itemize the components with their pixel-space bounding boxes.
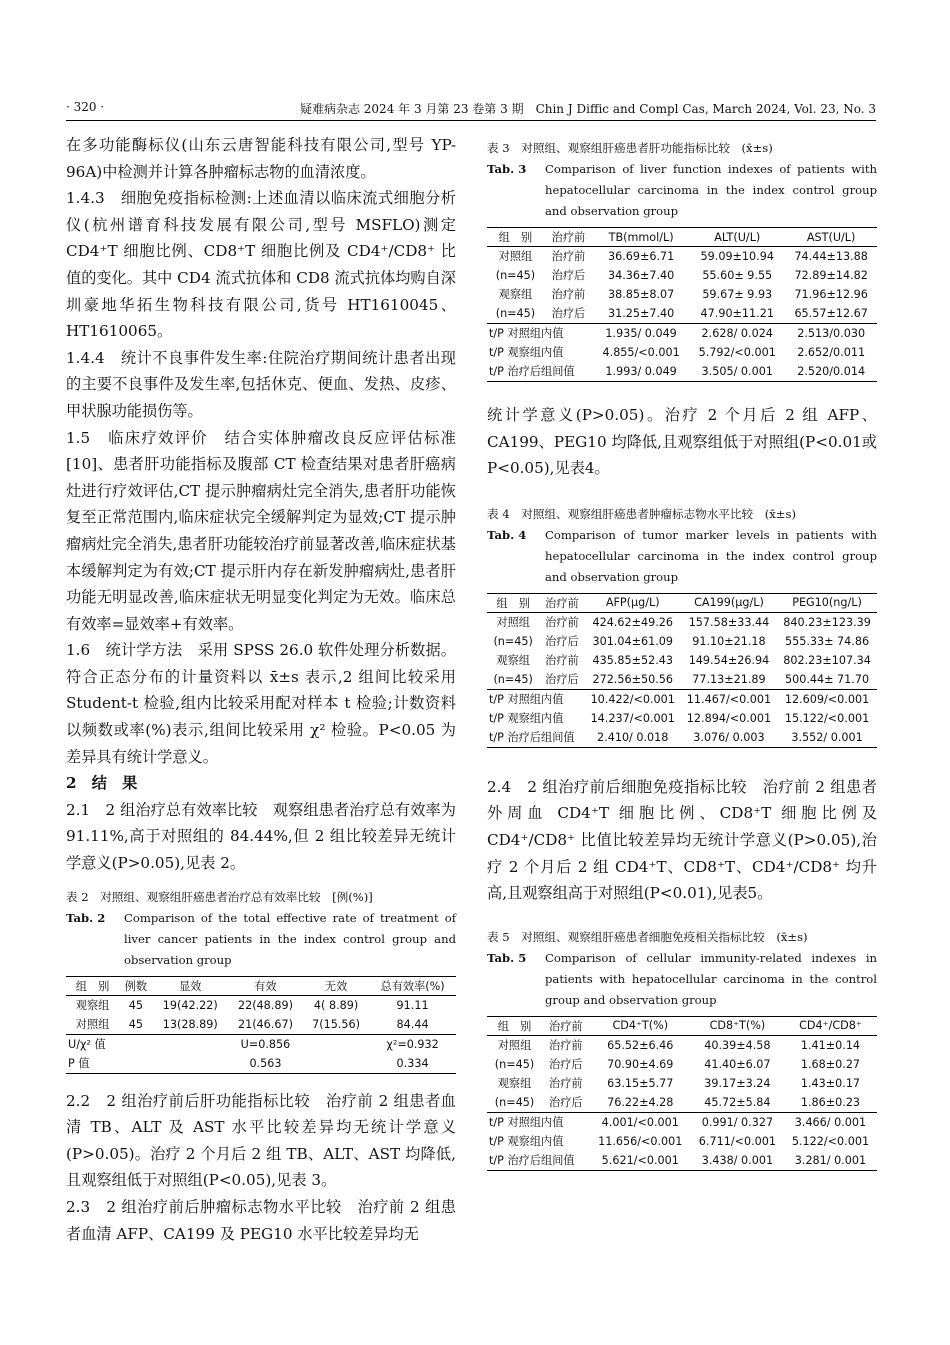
table-cell: t/P 观察组内值 — [489, 346, 564, 359]
paragraph-2-4: 2.4 2 组治疗前后细胞免疫指标比较 治疗前 2 组患者外周血 CD4⁺T 细胞比例、CD8⁺T 细胞比例及 CD4⁺/CD8⁺ 比值比较差异均无统计学意义(P>0.05),治疗 2 个月后 2 组 CD4⁺T、CD8⁺T、CD4⁺/CD8⁺ 均升高,且观察组高于对照组(P<0.01),见表5。 — [487, 777, 877, 903]
table-header-cell: AFP(μg/L) — [585, 593, 681, 612]
table-cell: 70.90±4.69 — [607, 1057, 674, 1071]
table-cell: 治疗后 — [545, 634, 579, 648]
table-header-cell: 组 别 — [487, 228, 544, 247]
table-cell: 59.09±10.94 — [700, 250, 774, 263]
table-cell: 1.68±0.27 — [800, 1057, 861, 1071]
table-cell: t/P 治疗后组间值 — [487, 362, 593, 382]
table-cell: 14.237/<0.001 — [590, 711, 675, 725]
table-cell: 11.467/<0.001 — [681, 689, 777, 709]
table-2-grid — [66, 976, 456, 1074]
table-cell: 45.72±5.84 — [704, 1095, 771, 1109]
table-cell: 2.628/ 0.024 — [689, 324, 785, 344]
table-cell: 63.15±5.77 — [607, 1076, 674, 1090]
table-4-caption — [487, 504, 877, 588]
table-cell: 1.43±0.17 — [800, 1076, 861, 1090]
table-cell: 36.69±6.71 — [607, 250, 675, 263]
table-row-stat — [487, 343, 877, 362]
table-cell: 治疗后 — [549, 1057, 583, 1071]
table-cell: 治疗后 — [551, 269, 586, 282]
table-cell: 435.85±52.43 — [592, 653, 673, 667]
table-cell: 观察组 — [75, 998, 110, 1012]
table-row — [487, 612, 877, 632]
table-cell: 4( 8.89) — [313, 998, 359, 1012]
table-row — [487, 651, 877, 670]
table-row — [487, 266, 877, 285]
table-header-cell: ALT(U/L) — [689, 228, 785, 247]
table-header-cell: 总有效率(%) — [369, 976, 456, 995]
table-5-label: Tab. 5 — [487, 950, 527, 965]
table-row — [66, 995, 456, 1015]
table-cell: χ²=0.932 — [369, 1034, 456, 1054]
table-cell: 149.54±26.94 — [688, 653, 770, 667]
table-row — [487, 247, 877, 267]
table-header-cell: 显效 — [153, 976, 228, 995]
table-header-cell: CD4⁺T(%) — [590, 1016, 691, 1035]
table-cell: 3.281/ 0.001 — [784, 1151, 877, 1171]
table-row-stat — [487, 362, 877, 382]
paragraph-2-3-continued: 统计学意义(P>0.05)。治疗 2 个月后 2 组 AFP、CA199、PEG10 均降低,且观察组低于对照组(P<0.01或P<0.05),见表4。 — [487, 406, 877, 478]
table-row-stat — [487, 728, 877, 748]
table-cell: t/P 治疗后组间值 — [487, 728, 585, 748]
table-header-cell: AST(U/L) — [785, 228, 877, 247]
table-cell: t/P 观察组内值 — [489, 1134, 564, 1148]
table-cell: 治疗前 — [551, 288, 586, 301]
table-cell: 555.33± 74.86 — [784, 634, 870, 648]
table-header-cell: CD4⁺/CD8⁺ — [784, 1016, 877, 1035]
table-cell: (n=45) — [493, 672, 533, 686]
table-header-cell: 治疗前 — [542, 1016, 590, 1035]
table-header-cell: CD8⁺T(%) — [691, 1016, 784, 1035]
table-cell: 840.23±123.39 — [783, 615, 871, 629]
table-cell: 5.621/<0.001 — [590, 1151, 691, 1171]
table-3-caption-zh: 表 3 对照组、观察组肝癌患者肝功能指标比较 (x̄±s) — [487, 141, 773, 155]
table-cell: 对照组 — [496, 615, 530, 629]
table-cell: 19(42.22) — [162, 998, 218, 1012]
table-cell: 91.10±21.18 — [692, 634, 766, 648]
table-cell: (n=45) — [495, 269, 536, 282]
table-cell: 31.25±7.40 — [607, 307, 675, 320]
table-4-grid — [487, 593, 877, 748]
table-row — [487, 285, 877, 304]
table-cell: 55.60± 9.55 — [702, 269, 773, 282]
table-row-p — [66, 1054, 456, 1074]
page-number: · 320 · — [66, 100, 105, 114]
table-row — [487, 1093, 877, 1113]
table-cell: 治疗后 — [545, 672, 579, 686]
table-header-cell: 组 别 — [487, 593, 539, 612]
table-4-caption-zh: 表 4 对照组、观察组肝癌患者肿瘤标志物水平比较 (x̄±s) — [487, 506, 796, 521]
table-header-cell: TB(mmol/L) — [593, 228, 689, 247]
table-cell: 157.58±33.44 — [688, 615, 770, 629]
table-cell: 65.57±12.67 — [794, 307, 868, 320]
table-3-label: Tab. 3 — [487, 162, 527, 176]
table-cell: 40.39±4.58 — [704, 1038, 771, 1052]
table-cell: 治疗前 — [549, 1076, 583, 1090]
table-cell: 对照组 — [498, 250, 533, 263]
table-4 — [487, 504, 877, 748]
table-cell: (n=45) — [494, 1057, 535, 1071]
table-cell: 治疗后 — [549, 1095, 583, 1109]
table-cell: t/P 对照组内值 — [487, 324, 593, 344]
table-cell: 84.44 — [396, 1017, 429, 1031]
table-row-stat — [487, 1112, 877, 1132]
table-header-cell: 组 别 — [487, 1016, 542, 1035]
table-cell: 6.711/<0.001 — [698, 1134, 776, 1148]
table-cell: 802.23±107.34 — [783, 653, 871, 667]
table-cell: 47.90±11.21 — [700, 307, 774, 320]
table-2-caption-zh: 表 2 对照组、观察组肝癌患者治疗总有效率比较 [例(%)] — [66, 889, 373, 904]
table-cell: (n=45) — [494, 1095, 535, 1109]
table-cell: 治疗前 — [545, 615, 579, 629]
table-cell: 5.792/<0.001 — [698, 346, 776, 359]
table-cell: 39.17±3.24 — [704, 1076, 771, 1090]
table-cell: 71.96±12.96 — [794, 288, 868, 301]
table-cell: U/χ² 值 — [66, 1034, 119, 1054]
table-cell: 65.52±6.46 — [607, 1038, 674, 1052]
paragraph-1-6: 1.6 统计学方法 采用 SPSS 26.0 软件处理分析数据。符合正态分布的计量资料以 x̄±s 表示,2 组间比较采用 Student-t 检验,组内比较采用配对样本 t 检验;计数资料以频数或率(%)表示,组间比较采用 χ² 检验。P<0.05 为差异具有统计学意义。 — [66, 641, 456, 766]
table-cell: 301.04±61.09 — [592, 634, 673, 648]
table-header-cell: 有效 — [228, 976, 303, 995]
table-cell: 38.85±8.07 — [607, 288, 675, 301]
table-cell: t/P 观察组内值 — [489, 711, 564, 725]
table-cell: (n=45) — [495, 307, 536, 320]
table-cell: 91.11 — [396, 998, 429, 1012]
table-cell: 对照组 — [497, 1038, 532, 1052]
table-cell: 3.438/ 0.001 — [691, 1151, 784, 1171]
table-5 — [487, 927, 877, 1171]
table-cell: 13(28.89) — [162, 1017, 218, 1031]
table-header-cell: 组 别 — [66, 976, 119, 995]
table-cell: 5.122/<0.001 — [791, 1134, 870, 1148]
journal-info: 疑难病杂志 2024 年 3 月第 23 卷第 3 期 Chin J Diffic and Compl Cas, March 2024, Vol. 23, No. 3 — [299, 102, 876, 116]
table-header-cell: CA199(μg/L) — [681, 593, 777, 612]
table-4-label: Tab. 4 — [487, 527, 527, 542]
paragraph-2-2: 2.2 2 组治疗前后肝功能指标比较 治疗前 2 组患者血清 TB、ALT 及 AST 水平比较差异均无统计学意义(P>0.05)。治疗 2 个月后 2 组 TB、ALT、AST 均降低,且观察组低于对照组(P<0.05),见表 3。 — [66, 1091, 456, 1190]
table-5-caption-en: Comparison of cellular immunity-related indexes in patients with hepatocellular carcinoma in the control group and observation group — [545, 950, 877, 1007]
table-3 — [487, 138, 877, 382]
right-column — [487, 138, 877, 1171]
table-5-caption-zh: 表 5 对照组、观察组肝癌患者细胞免疫相关指标比较 (x̄±s) — [487, 929, 808, 944]
table-cell: 4.001/<0.001 — [590, 1112, 691, 1132]
table-cell: 2.520/0.014 — [785, 362, 877, 382]
table-2-caption-en: Comparison of the total effective rate of treatment of liver cancer patients in the index control group and observation group — [124, 910, 456, 967]
table-cell: 77.13±21.89 — [692, 672, 766, 686]
table-3-grid — [487, 227, 877, 382]
table-cell: t/P 治疗后组间值 — [487, 1151, 590, 1171]
table-cell: 0.334 — [369, 1054, 456, 1074]
paragraph-1-4-4: 1.4.4 统计不良事件发生率:住院治疗期间统计患者出现的主要不良事件及发生率,包括休克、便血、发热、皮疹、甲状腺功能损伤等。 — [66, 348, 456, 420]
table-cell: 74.44±13.88 — [794, 250, 868, 263]
table-cell: 272.56±50.56 — [592, 672, 673, 686]
table-row-stat — [487, 1151, 877, 1171]
table-cell: 72.89±14.82 — [794, 269, 868, 282]
table-5-caption — [487, 927, 877, 1011]
table-cell: t/P 对照组内值 — [487, 1112, 590, 1132]
table-cell: 3.505/ 0.001 — [689, 362, 785, 382]
table-header-cell: 治疗前 — [539, 593, 584, 612]
table-row — [487, 1055, 877, 1074]
table-row — [487, 304, 877, 324]
table-cell: 对照组 — [75, 1017, 110, 1031]
table-cell: 424.62±49.26 — [592, 615, 673, 629]
table-row-stat — [487, 1132, 877, 1151]
table-row-stat — [66, 1034, 456, 1054]
table-cell: 1.86±0.23 — [800, 1095, 861, 1109]
paragraph-1-4-3: 1.4.3 细胞免疫指标检测:上述血清以临床流式细胞分析仪(杭州谱育科技发展有限公司,型号 MSFLO)测定 CD4⁺T 细胞比例、CD8⁺T 细胞比例及 CD4⁺/CD8⁺ 比值的变化。其中 CD4 流式抗体和 CD8 流式抗体均购自深圳豪地华拓生物科技有限公司,货号 HT1610045、HT1610065。 — [66, 189, 456, 341]
table-cell: 1.41±0.14 — [800, 1038, 861, 1052]
table-cell: 3.552/ 0.001 — [777, 728, 877, 748]
table-row — [487, 632, 877, 651]
table-cell: P 值 — [66, 1054, 119, 1074]
table-cell: 治疗后 — [551, 307, 586, 320]
left-column — [66, 132, 456, 1247]
table-cell: 21(46.67) — [237, 1017, 293, 1031]
table-header-cell: 无效 — [303, 976, 369, 995]
table-cell: 4.855/<0.001 — [602, 346, 680, 359]
table-cell: 0.991/ 0.327 — [691, 1112, 784, 1132]
table-cell: 500.44± 71.70 — [784, 672, 870, 686]
table-2 — [66, 887, 456, 1074]
table-cell: 观察组 — [496, 653, 530, 667]
table-cell: 12.894/<0.001 — [686, 711, 772, 725]
table-cell: 7(15.56) — [312, 1017, 361, 1031]
paragraph-1-5: 1.5 临床疗效评价 结合实体肿瘤改良反应评估标准[10]、患者肝功能指标及腹部 CT 检查结果对患者肝癌病灶进行疗效评估,CT 提示肿瘤病灶完全消失,患者肝功能恢复至正常范围内,临床症状完全缓解判定为显效;CT 提示肿瘤病灶完全消失,患者肝功能较治疗前显著改善,临床症状基本缓解判定为有效;CT 提示肝内存在新发肿瘤病灶,患者肝功能无明显改善,临床症状无明显变化判定为无效。临床总有效率=显效率+有效率。 — [66, 428, 456, 633]
table-2-caption — [66, 887, 456, 971]
table-row-stat — [487, 324, 877, 344]
table-row — [66, 1015, 456, 1035]
table-cell: t/P 对照组内值 — [487, 689, 585, 709]
table-cell: 3.076/ 0.003 — [681, 728, 777, 748]
table-3-caption — [487, 138, 877, 222]
table-cell: 45 — [128, 998, 144, 1012]
paragraph-2-3: 2.3 2 组治疗前后肿瘤标志物水平比较 治疗前 2 组患者血清 AFP、CA199 及 PEG10 水平比较差异均无 — [66, 1198, 456, 1243]
table-cell: 治疗前 — [551, 250, 586, 263]
table-cell: 3.466/ 0.001 — [784, 1112, 877, 1132]
running-header — [66, 98, 876, 121]
table-row — [487, 670, 877, 690]
table-row-stat — [487, 709, 877, 728]
table-5-grid — [487, 1016, 877, 1171]
table-cell: 0.563 — [228, 1054, 303, 1074]
table-cell: 1.993/ 0.049 — [593, 362, 689, 382]
table-cell: 59.67± 9.93 — [702, 288, 773, 301]
table-header-cell: 例数 — [119, 976, 153, 995]
table-cell: 2.410/ 0.018 — [585, 728, 681, 748]
table-3-caption-en: Comparison of liver function indexes of patients with hepatocellular carcinoma in the index control group and observation group — [545, 162, 877, 218]
table-cell: 11.656/<0.001 — [598, 1134, 683, 1148]
table-header-cell: 治疗前 — [544, 228, 593, 247]
table-cell: 34.36±7.40 — [607, 269, 675, 282]
table-cell: 观察组 — [498, 288, 533, 301]
table-cell: 45 — [128, 1017, 144, 1031]
table-2-label: Tab. 2 — [66, 910, 106, 925]
table-cell: 观察组 — [497, 1076, 532, 1090]
table-cell: 76.22±4.28 — [607, 1095, 674, 1109]
table-cell: U=0.856 — [228, 1034, 303, 1054]
paragraph-2-1: 2.1 2 组治疗总有效率比较 观察组患者治疗总有效率为 91.11%,高于对照组的 84.44%,但 2 组比较差异无统计学意义(P>0.05),见表 2。 — [66, 800, 456, 873]
section-heading-results: 2 结 果 — [66, 774, 138, 793]
table-4-caption-en: Comparison of tumor marker levels in patients with hepatocellular carcinoma in the index control group and observation group — [545, 527, 877, 584]
table-cell: 1.935/ 0.049 — [593, 324, 689, 344]
table-cell: (n=45) — [493, 634, 533, 648]
table-cell: 治疗前 — [549, 1038, 583, 1052]
table-cell: 12.609/<0.001 — [777, 689, 877, 709]
table-row — [487, 1035, 877, 1055]
table-cell: 41.40±6.07 — [704, 1057, 771, 1071]
table-cell: 2.513/0.030 — [785, 324, 877, 344]
table-cell: 15.122/<0.001 — [784, 711, 870, 725]
table-cell: 10.422/<0.001 — [585, 689, 681, 709]
table-cell: 治疗前 — [545, 653, 579, 667]
paragraph-serum-detection: 在多功能酶标仪(山东云唐智能科技有限公司,型号 YP-96A)中检测并计算各肿瘤标志物的血清浓度。 — [66, 136, 456, 181]
table-cell: 2.652/0.011 — [797, 346, 866, 359]
table-row — [487, 1074, 877, 1093]
table-cell: 22(48.89) — [237, 998, 293, 1012]
table-row-stat — [487, 689, 877, 709]
table-header-cell: PEG10(ng/L) — [777, 593, 877, 612]
